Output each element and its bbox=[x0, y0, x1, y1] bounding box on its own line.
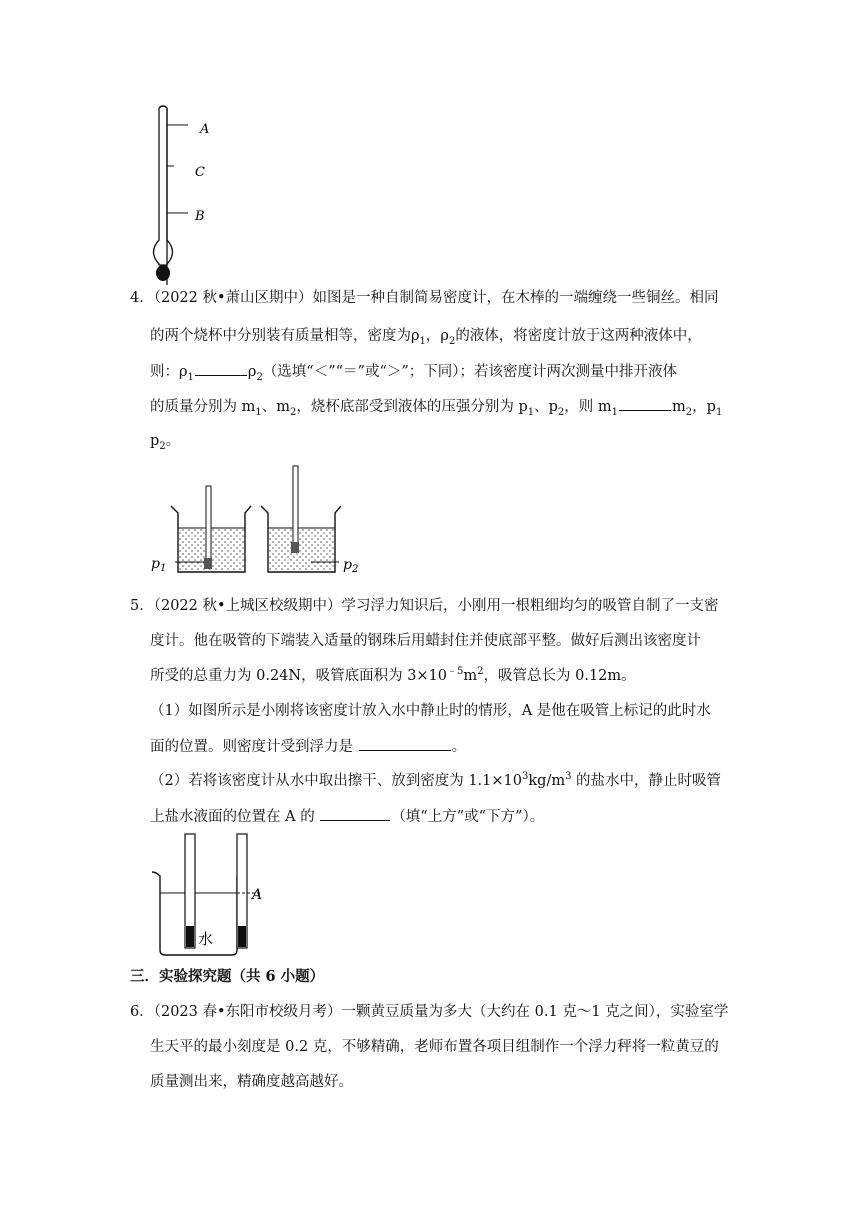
q5-line-2: 度计。他在吸管的下端装入适量的钢珠后用蜡封住并使底部平整。做好后测出该密度计 bbox=[150, 633, 701, 649]
q4-text-1: 如图是一种自制简易密度计，在木棒的一端缠绕一些铜丝。相同 bbox=[312, 290, 719, 306]
q6-line-1: 6．（2023 春•东阳市校级月考）一颗黄豆质量为多大（大约在 0.1 克～1 克之间），实验室学 bbox=[130, 1004, 729, 1020]
answer-blank-1[interactable] bbox=[195, 361, 247, 376]
two-beakers-figure bbox=[145, 462, 365, 580]
answer-blank-3[interactable] bbox=[359, 736, 451, 751]
q5-part2-line-1: （2）若将该密度计从水中取出擦干、放到密度为 $1.1\times 10^3kg/m^3$ 的盐水中，静止时吸管 bbox=[150, 771, 722, 789]
q5-part1-line-1: （1）如图所示是小刚将该密度计放入水中静止时的情形，A 是他在吸管上标记的此时水 bbox=[150, 703, 711, 719]
section-heading: 三．实验探究题（共 6 小题） bbox=[130, 968, 325, 985]
q4-line-3: 则：$\rho_1$ $\rho_2$（选填“＜”“＝”或“＞”；下同）；若该密度计两次测量中排开液体 bbox=[150, 361, 677, 382]
p1-label: $p_1$ bbox=[151, 556, 167, 574]
hydrometer-figure bbox=[150, 100, 220, 285]
q5-line-1: 5．（2022 秋•上城区校级期中）学习浮力知识后，小刚用一根粗细均匀的吸管自制了一支密 bbox=[130, 598, 719, 614]
q5-line-3: 所受的总重力为 0.24N，吸管底面积为 $3\times 10^{﹣5}m^2$，吸管总长为 0.12m。 bbox=[150, 666, 636, 684]
q6-line-3: 质量测出来，精确度越高越好。 bbox=[150, 1074, 353, 1090]
q6-line-2: 生天平的最小刻度是 0.2 克，不够精确，老师布置各项目组制作一个浮力秤将一粒黄豆的 bbox=[150, 1039, 719, 1055]
q5-source: （2022 秋•上城区校级期中） bbox=[153, 598, 342, 614]
q4-source: （2022 秋•萧山区期中） bbox=[153, 290, 313, 306]
answer-blank-4[interactable] bbox=[320, 806, 390, 821]
q5-number: 5． bbox=[130, 598, 154, 614]
p2-label: $p_2$ bbox=[343, 557, 359, 575]
straw-beaker-figure bbox=[148, 832, 278, 958]
label-a: A bbox=[200, 122, 210, 137]
q4-line-2: 的两个烧杯中分别装有质量相等，密度为$\rho_1$，$\rho_2$的液体，将密度计放于这两种液体中， bbox=[150, 328, 702, 347]
q4-line-1 bbox=[130, 288, 719, 308]
label-a-straw: A bbox=[252, 887, 263, 903]
label-b: B bbox=[195, 209, 205, 224]
answer-blank-2[interactable] bbox=[619, 396, 671, 411]
label-c: C bbox=[195, 165, 205, 180]
q4-number: 4． bbox=[130, 290, 154, 306]
q6-source: （2023 春•东阳市校级月考） bbox=[153, 1004, 342, 1020]
q4-line-4: 的质量分别为 $m_1$、$m_2$，烧杯底部受到液体的压强分别为 $p_1$、$p_2$，则 $m_1$ $m_2$，$p_1$ bbox=[150, 396, 722, 417]
q5-part1-line-2: 面的位置。则密度计受到浮力是 。 bbox=[150, 736, 466, 757]
q6-number: 6． bbox=[130, 1004, 154, 1020]
water-label: 水 bbox=[198, 930, 214, 948]
q4-line-5: $p_2$。 bbox=[150, 433, 181, 452]
q5-part2-line-2: 上盐水液面的位置在 A 的 （填“上方”或“下方”）。 bbox=[150, 806, 544, 827]
